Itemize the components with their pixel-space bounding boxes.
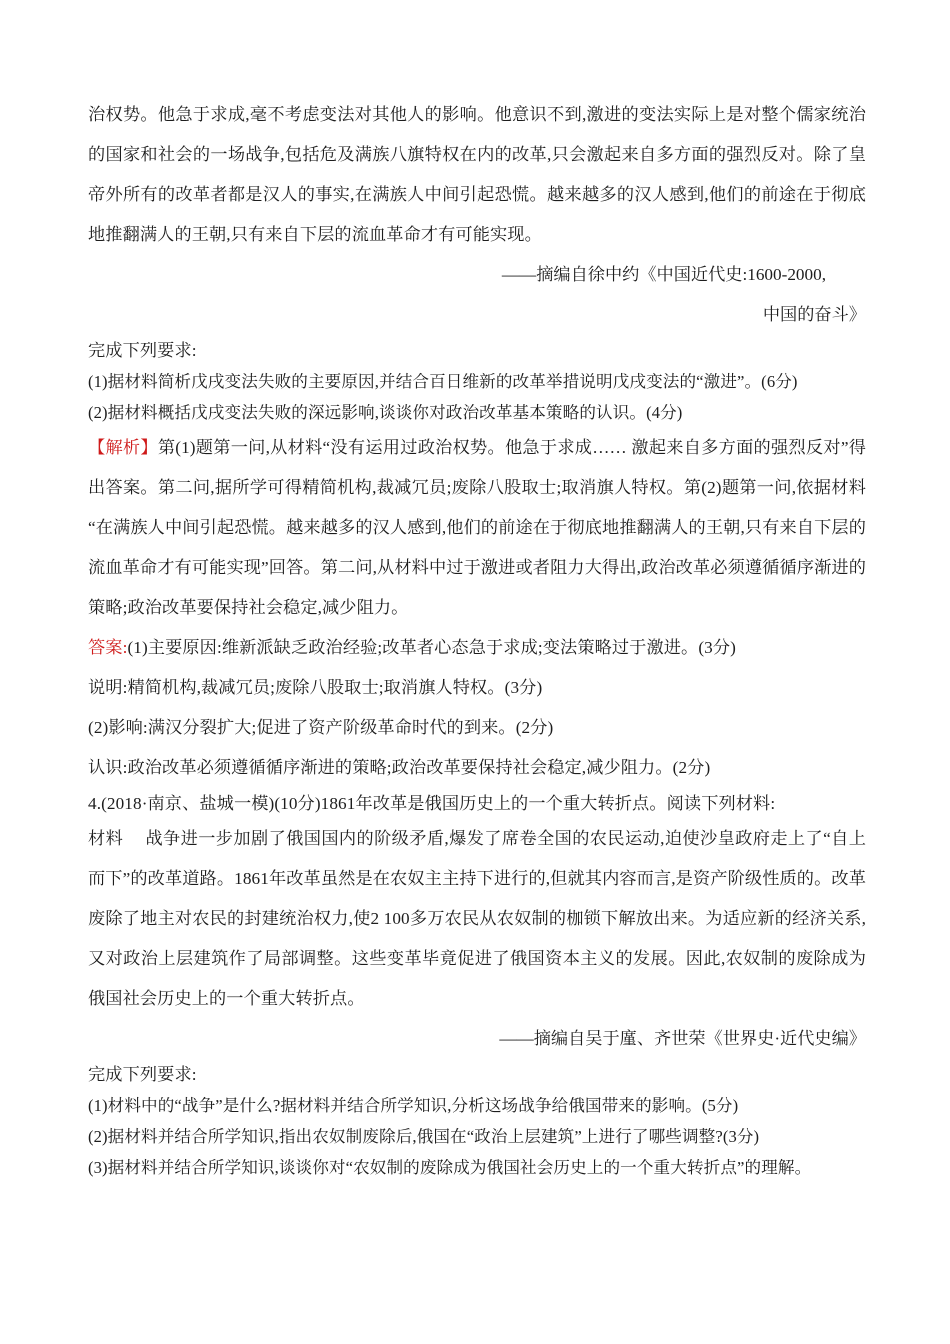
- q4-citation: ——摘编自吴于廑、齐世荣《世界史·近代史编》: [499, 1029, 866, 1048]
- page-content: [88, 95, 866, 1183]
- q3-answer-line-1: [88, 628, 866, 668]
- q3-citation-line-2: 中国的奋斗》: [762, 305, 866, 324]
- q4-material-paragraph: [88, 819, 866, 1019]
- q3-answer-line-4: 认识:政治改革必须遵循循序渐进的策略;政治改革要保持社会稳定,减少阻力。(2分): [88, 758, 711, 777]
- q4-material-text: 战争进一步加剧了俄国国内的阶级矛盾,爆发了席卷全国的农民运动,迫使沙皇政府走上了“自上而下”的改革道路。1861年改革虽然是在农奴主主持下进行的,但就其内容而言,是资产阶级性质的。改革废除了地主对农民的封建统治权力,使2 100多万农民从农奴制的枷锁下解放出来。为适应新的经济关系,又对政治上层建筑作了局部调整。这些变革毕竟促进了俄国资本主义的发展。因此,农奴制的废除成为俄国社会历史上的一个重大转折点。: [88, 829, 866, 1008]
- q3-citation-line-1: ——摘编自徐中约《中国近代史:1600-2000,: [501, 265, 826, 284]
- q3-question-1: (1)据材料简析戊戌变法失败的主要原因,并结合百日维新的改革举措说明戊戌变法的“激进”。(6分): [88, 372, 798, 391]
- q3-material-paragraph: 治权势。他急于求成,毫不考虑变法对其他人的影响。他意识不到,激进的变法实际上是对整个儒家统治的国家和社会的一场战争,包括危及满族八旗特权在内的改革,只会激起来自多方面的强烈反对。除了皇帝外所有的改革者都是汉人的事实,在满族人中间引起恐慌。越来越多的汉人感到,他们的前途在于彻底地推翻满人的王朝,只有来自下层的流血革命才有可能实现。: [88, 105, 866, 244]
- q3-analysis-block: [88, 428, 866, 628]
- analysis-label: 【解析】: [88, 438, 158, 457]
- q3-prompt: 完成下列要求:: [88, 341, 197, 360]
- q3-answer-block: [88, 628, 866, 788]
- q3-answer-line-3: (2)影响:满汉分裂扩大;促进了资产阶级革命时代的到来。(2分): [88, 718, 554, 737]
- q4-material-label: 材料: [88, 829, 124, 848]
- q4-prompt: 完成下列要求:: [88, 1065, 197, 1084]
- q4-question-3: (3)据材料并结合所学知识,谈谈你对“农奴制的废除成为俄国社会历史上的一个重大转折点”的理解。: [88, 1158, 812, 1177]
- analysis-text: 第(1)题第一问,从材料“没有运用过政治权势。他急于求成…… 激起来自多方面的强烈反对”得出答案。第二问,据所学可得精简机构,裁减冗员;废除八股取士;取消旗人特权。第(2)题第一问,依据材料“在满族人中间引起恐慌。越来越多的汉人感到,他们的前途在于彻底地推翻满人的王朝,只有来自下层的流血革命才有可能实现”回答。第二问,从材料中过于激进或者阻力大得出,政治改革必须遵循循序渐进的策略;政治改革要保持社会稳定,减少阻力。: [88, 438, 866, 617]
- q4-question-2: (2)据材料并结合所学知识,指出农奴制废除后,俄国在“政治上层建筑”上进行了哪些调整?(3分): [88, 1127, 760, 1146]
- q4-question-1: (1)材料中的“战争”是什么?据材料并结合所学知识,分析这场战争给俄国带来的影响。(5分): [88, 1096, 739, 1115]
- q3-answer-line-2: 说明:精简机构,裁减冗员;废除八股取士;取消旗人特权。(3分): [88, 678, 543, 697]
- answer-label: 答案:: [88, 638, 128, 657]
- q4-stem: 4.(2018·南京、盐城一模)(10分)1861年改革是俄国历史上的一个重大转折点。阅读下列材料:: [88, 794, 776, 813]
- q3-question-2: (2)据材料概括戊戌变法失败的深远影响,谈谈你对政治改革基本策略的认识。(4分): [88, 403, 683, 422]
- answer-text-1: (1)主要原因:维新派缺乏政治经验;改革者心态急于求成;变法策略过于激进。(3分): [127, 638, 736, 657]
